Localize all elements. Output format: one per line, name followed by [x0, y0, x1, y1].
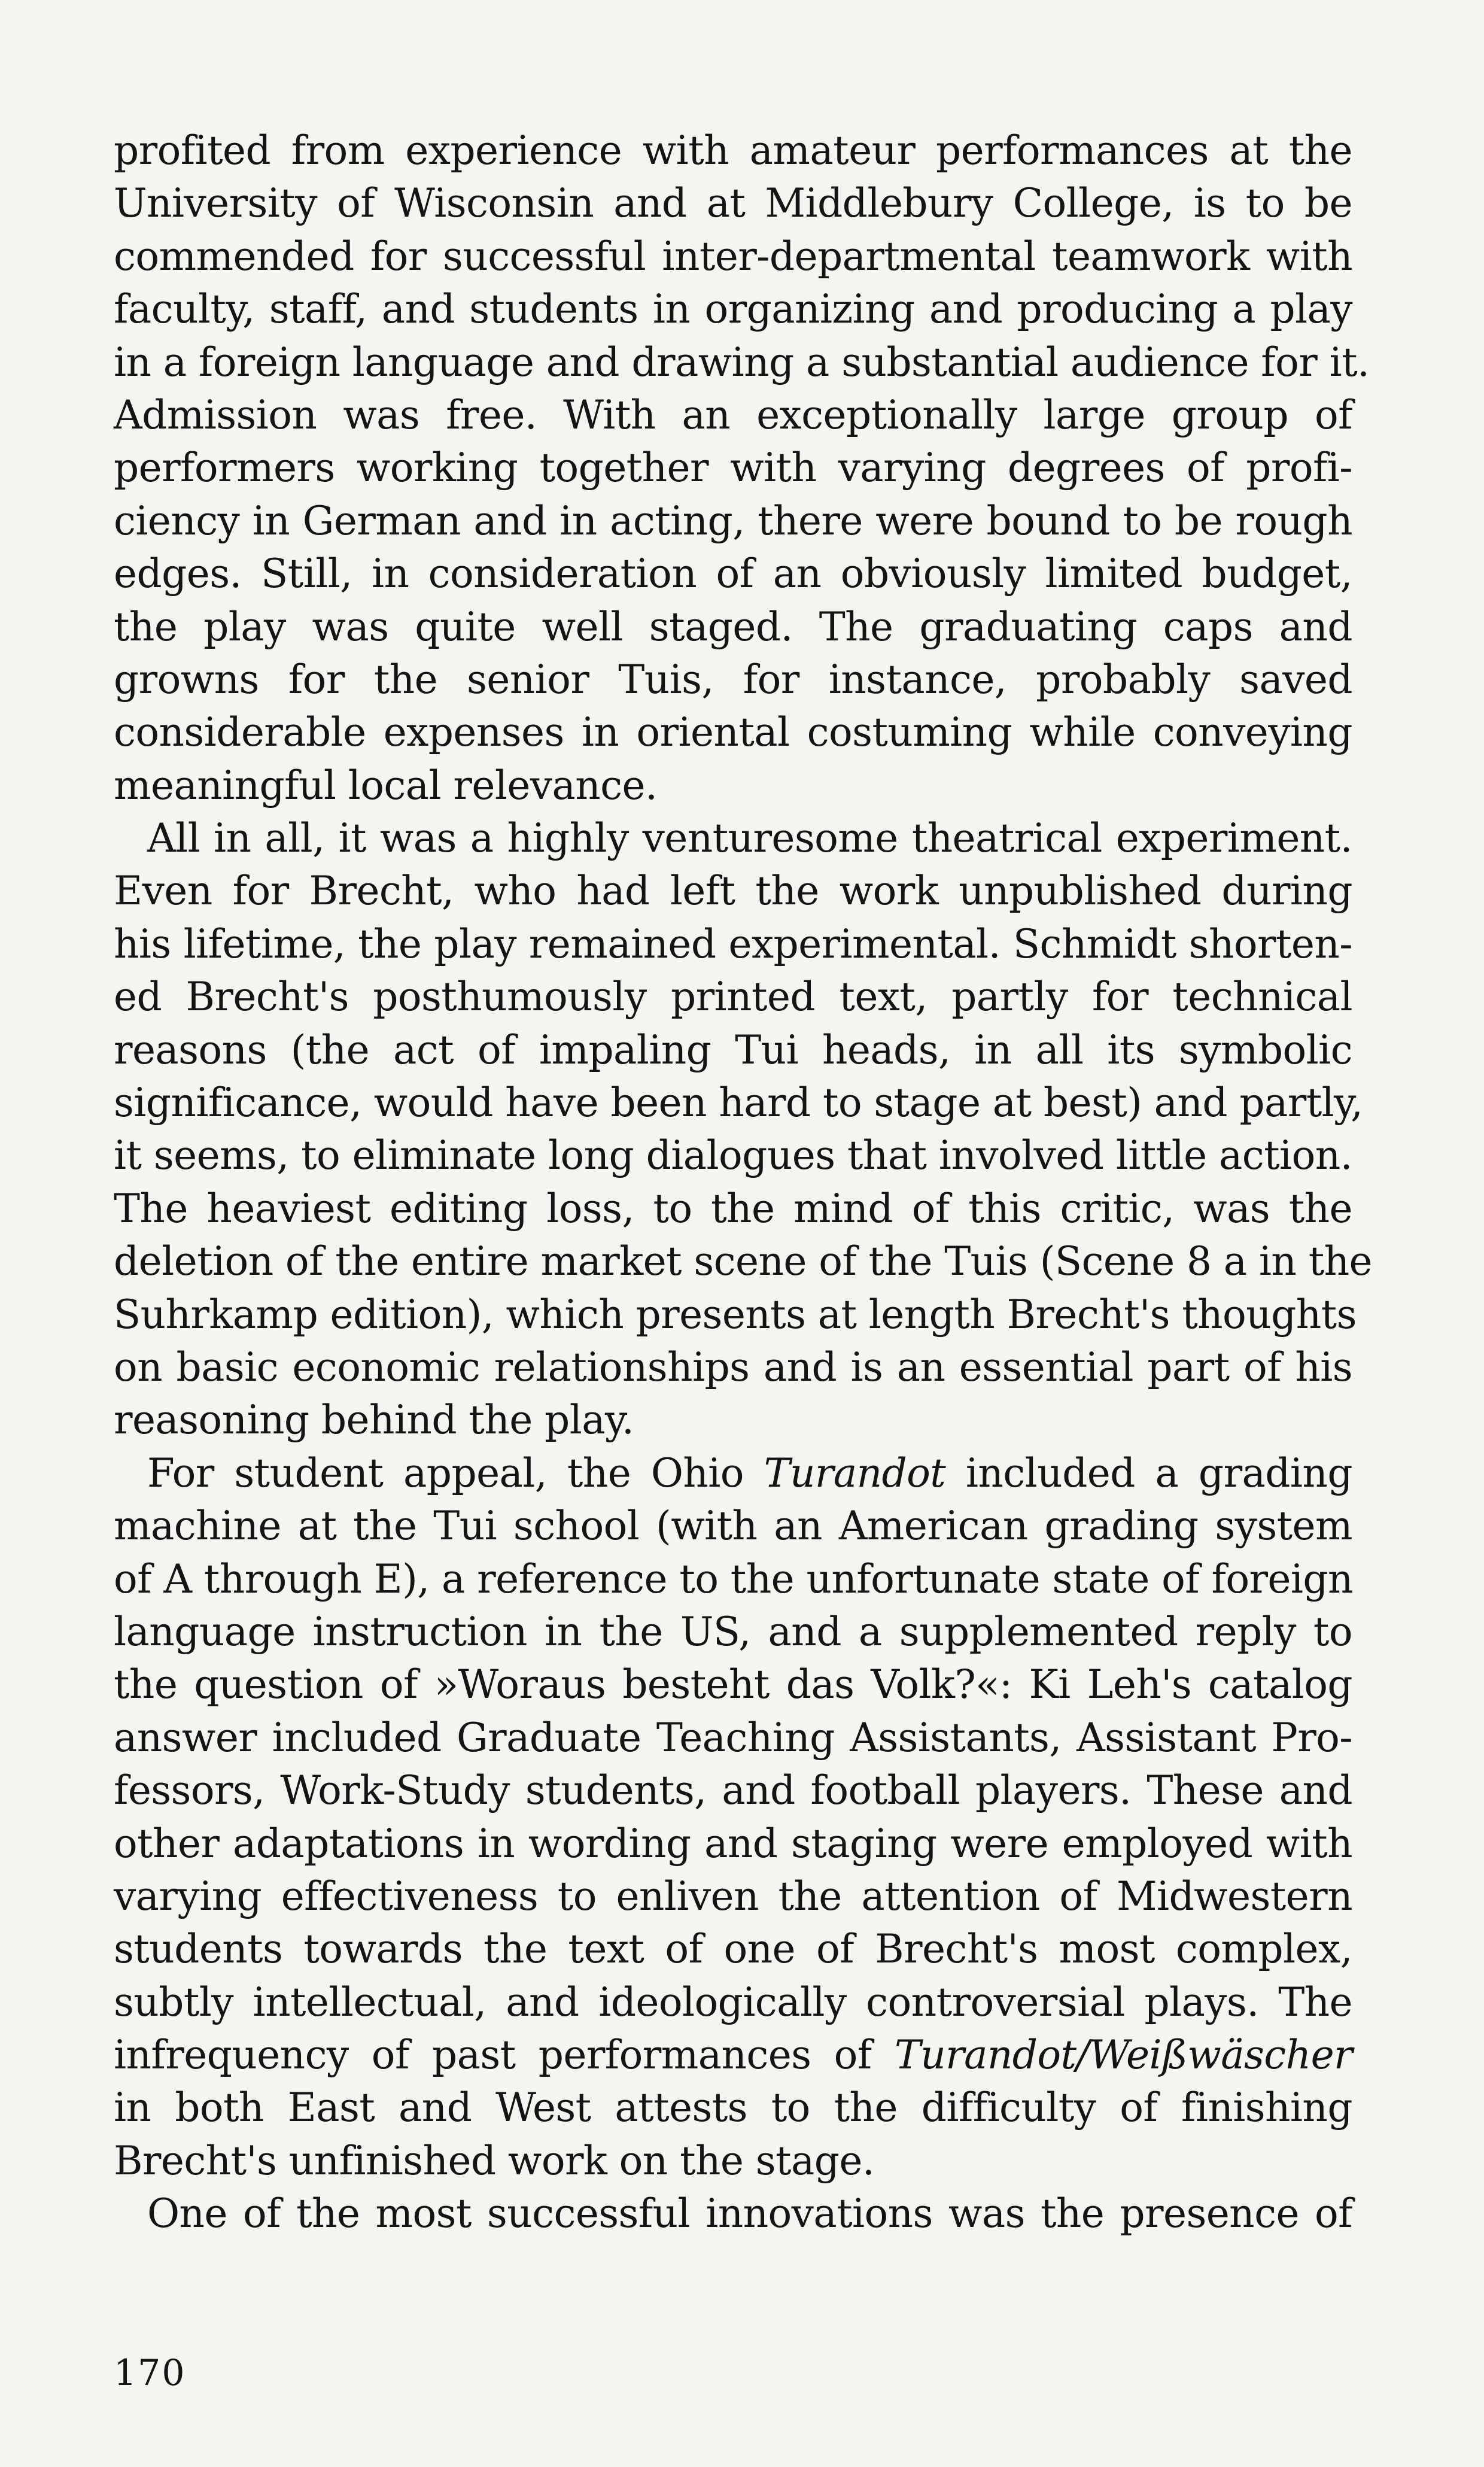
text-line: varying effectiveness to enliven the attention of Midwestern [114, 1873, 1352, 1919]
text-line: ciency in German and in acting, there were bound to be rough [114, 497, 1352, 544]
text-line: it seems, to eliminate long dialogues that involved little action. [114, 1132, 1352, 1179]
text-line: meaningful local relevance. [114, 762, 658, 809]
text-line: Admission was free. With an exceptionally large group of [114, 391, 1352, 438]
text-line: the play was quite well staged. The graduating caps and [114, 603, 1352, 650]
text-line: faculty, staff, and students in organizing and producing a play [114, 286, 1352, 333]
text-line: commended for successful inter-departmental teamwork with [114, 233, 1352, 279]
text-line: performers working together with varying degrees of profi- [114, 445, 1352, 491]
text-line: Brecht's unfinished work on the stage. [114, 2137, 875, 2184]
text-line: Suhrkamp edition), which presents at length Brecht's thoughts [114, 1291, 1357, 1338]
body-text [114, 124, 1373, 2241]
text-line: his lifetime, the play remained experimental. Schmidt shorten- [114, 920, 1352, 967]
text-line: other adaptations in wording and staging were employed with [114, 1820, 1352, 1867]
text-line: machine at the Tui school (with an American grading system [114, 1503, 1352, 1550]
text-line: of A through E), a reference to the unfortunate state of foreign [114, 1555, 1353, 1602]
text-line: subtly intellectual, and ideologically controversial plays. The [114, 1979, 1352, 2025]
text-line: All in all, it was a highly venturesome theatrical experiment. [147, 815, 1352, 862]
text-line: deletion of the entire market scene of the Tuis (Scene 8 a in the [114, 1238, 1373, 1285]
text-line: profited from experience with amateur performances at the [114, 127, 1352, 174]
text-segment: included a grading [965, 1450, 1352, 1496]
text-line: reasons (the act of impaling Tui heads, in all its symbolic [114, 1026, 1352, 1073]
text-line: University of Wisconsin and at Middlebury College, is to be [114, 180, 1352, 227]
text-line [114, 1447, 1352, 1500]
text-line: fessors, Work-Study students, and football players. These and [114, 1767, 1352, 1814]
italic-title: Turandot/Weißwäscher [894, 2032, 1352, 2079]
text-line: One of the most successful innovations was the presence of [147, 2190, 1352, 2237]
text-line: students towards the text of one of Brecht's most complex, [114, 1926, 1352, 1973]
text-line: reasoning behind the play. [114, 1397, 634, 1444]
text-line: growns for the senior Tuis, for instance, probably saved [114, 656, 1352, 703]
text-segment: infrequency of past performances of [114, 2032, 872, 2079]
text-line: on basic economic relationships and is an essential part of his [114, 1344, 1352, 1390]
text-line: ed Brecht's posthumously printed text, partly for technical [114, 974, 1352, 1020]
page-number: 170 [114, 2352, 186, 2394]
text-line: considerable expenses in oriental costuming while conveying [114, 709, 1352, 756]
text-line: significance, would have been hard to stage at best) and partly, [114, 1080, 1363, 1126]
text-line: edges. Still, in consideration of an obviously limited budget, [114, 551, 1352, 597]
text-line [114, 2029, 1352, 2082]
text-segment: For student appeal, the Ohio [147, 1450, 744, 1496]
italic-title: Turandot [764, 1450, 946, 1496]
text-line: Even for Brecht, who had left the work unpublished during [114, 868, 1352, 915]
text-line: the question of »Woraus besteht das Volk?«: Ki Leh's catalog [114, 1661, 1352, 1708]
text-line: answer included Graduate Teaching Assistants, Assistant Pro- [114, 1714, 1352, 1761]
text-line: in both East and West attests to the difficulty of finishing [114, 2085, 1352, 2131]
text-line: The heaviest editing loss, to the mind of this critic, was the [114, 1185, 1352, 1232]
text-line: in a foreign language and drawing a substantial audience for it. [114, 339, 1370, 385]
text-line: language instruction in the US, and a supplemented reply to [114, 1608, 1352, 1655]
